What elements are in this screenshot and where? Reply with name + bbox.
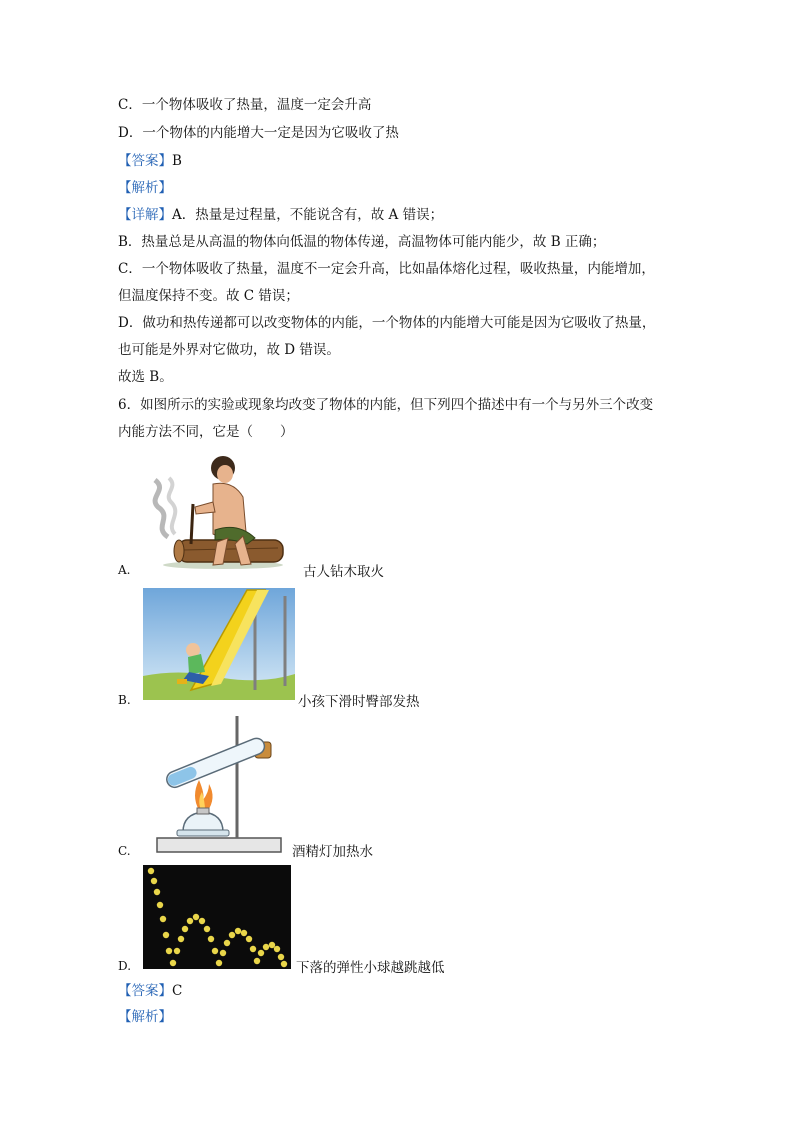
option-d-caption: 下落的弹性小球越跳越低 [296,960,445,976]
detail-line-a [118,206,443,224]
detail-text-a: A．热量是过程量，不能说含有，故 A 错误； [172,207,444,223]
detail-line-c: C．一个物体吸收了热量，温度不一定会升高，比如晶体熔化过程，吸收热量，内能增加， [118,261,655,277]
option-c-text: C．一个物体吸收了热量，温度一定会升高 [118,97,372,113]
slide-illustration [143,588,295,700]
detail-tag: 【详解】 [118,207,172,223]
q6-analysis-tag: 【解析】 [118,1009,172,1025]
q6-answer-tag: 【答案】 [118,983,172,999]
option-a-letter: A. [118,563,131,577]
answer-tag: 【答案】 [118,153,172,169]
option-c-caption: 酒精灯加热水 [292,844,373,860]
option-a-caption: 古人钻木取火 [303,564,384,580]
question6-stem-line1: 6．如图所示的实验或现象均改变了物体的内能，但下列四个描述中有一个与另外三个改变 [118,397,654,413]
alcohol-lamp-illustration [143,714,285,856]
detail-line-c2: 但温度保持不变。故 C 错误； [118,288,299,304]
answer-line [118,152,182,170]
detail-line-d: D．做功和热传递都可以改变物体的内能，一个物体的内能增大可能是因为它吸收了热量， [118,315,656,331]
conclusion-line: 故选 B。 [118,369,173,385]
detail-line-b: B．热量总是从高温的物体向低温的物体传递，高温物体可能内能少，故 B 正确； [118,234,606,250]
analysis-tag: 【解析】 [118,180,172,196]
answer-value: B [172,153,182,169]
detail-line-d2: 也可能是外界对它做功，故 D 错误。 [118,342,340,358]
option-b-caption: 小孩下滑时臀部发热 [298,694,420,710]
option-d-letter: D. [118,959,132,973]
option-b-letter: B. [118,693,131,707]
bouncing-ball-illustration [143,865,291,969]
drilling-fire-illustration [143,452,293,570]
option-d-text: D．一个物体的内能增大一定是因为它吸收了热 [118,125,399,141]
q6-answer-value: C [172,983,183,999]
option-c-letter: C. [118,844,131,858]
q6-answer-line [118,982,182,1000]
question6-stem-line2: 内能方法不同，它是（ ） [118,424,294,440]
